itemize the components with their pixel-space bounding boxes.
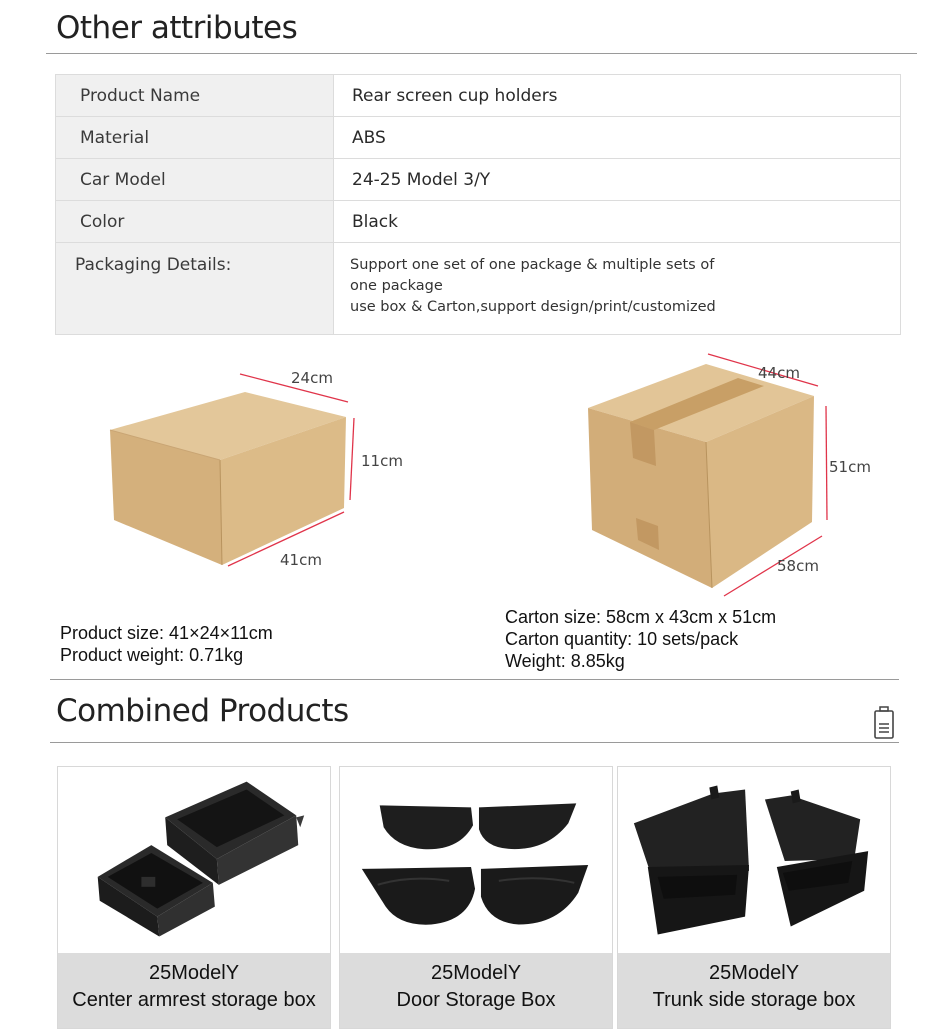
carton-size: Carton size: 58cm x 43cm x 51cm (505, 607, 777, 627)
product-model: 25ModelY (430, 962, 522, 984)
packaging-line: one package (350, 278, 443, 294)
table-row (56, 117, 901, 159)
product-length-label: 41cm (280, 551, 322, 569)
carton-weight: Weight: 8.85kg (505, 651, 625, 671)
attr-key: Packaging Details: (56, 243, 334, 335)
attr-value-packaging (334, 243, 901, 335)
product-model: 25ModelY (708, 962, 800, 984)
product-size: Product size: 41×24×11cm (60, 623, 273, 643)
section-divider (46, 53, 917, 54)
attr-key: Color (56, 201, 334, 243)
attributes-table (55, 74, 901, 335)
carton-specs (505, 606, 776, 672)
section-title-combined: Combined Products (56, 693, 349, 729)
card-caption (340, 953, 612, 1029)
card-caption (58, 953, 330, 1029)
trunk-box-image (618, 767, 890, 953)
packaging-line: Support one set of one package & multiple sets of (350, 257, 715, 273)
attr-value: ABS (334, 117, 901, 159)
carton-width-label: 44cm (758, 364, 800, 382)
section-divider (50, 679, 899, 680)
card-caption (618, 953, 890, 1029)
attr-value: Black (334, 201, 901, 243)
carton-quantity: Carton quantity: 10 sets/pack (505, 629, 739, 649)
product-specs (60, 622, 273, 666)
attr-key: Material (56, 117, 334, 159)
product-height-label: 11cm (361, 452, 403, 470)
product-name: Trunk side storage box (652, 989, 856, 1011)
product-weight: Product weight: 0.71kg (60, 645, 244, 665)
carton-length-label: 58cm (777, 557, 819, 575)
attr-value: 24-25 Model 3/Y (334, 159, 901, 201)
table-row (56, 75, 901, 117)
attr-key: Product Name (56, 75, 334, 117)
table-row-packaging (56, 243, 901, 335)
armrest-box-image (58, 767, 330, 953)
product-name: Center armrest storage box (72, 989, 316, 1011)
attr-value: Rear screen cup holders (334, 75, 901, 117)
product-card-trunk[interactable] (617, 766, 891, 1029)
section-title-attributes: Other attributes (56, 10, 298, 46)
attr-key: Car Model (56, 159, 334, 201)
product-box-illustration (100, 360, 370, 575)
product-name: Door Storage Box (396, 989, 556, 1011)
product-model: 25ModelY (148, 962, 240, 984)
battery-icon (873, 706, 895, 740)
section-divider (50, 742, 899, 743)
door-box-image (340, 767, 612, 953)
packaging-line: use box & Carton,support design/print/customized (350, 299, 716, 315)
product-card-armrest[interactable] (57, 766, 331, 1029)
carton-height-label: 51cm (829, 458, 871, 476)
table-row (56, 159, 901, 201)
product-card-door[interactable] (339, 766, 613, 1029)
product-width-label: 24cm (291, 369, 333, 387)
table-row (56, 201, 901, 243)
